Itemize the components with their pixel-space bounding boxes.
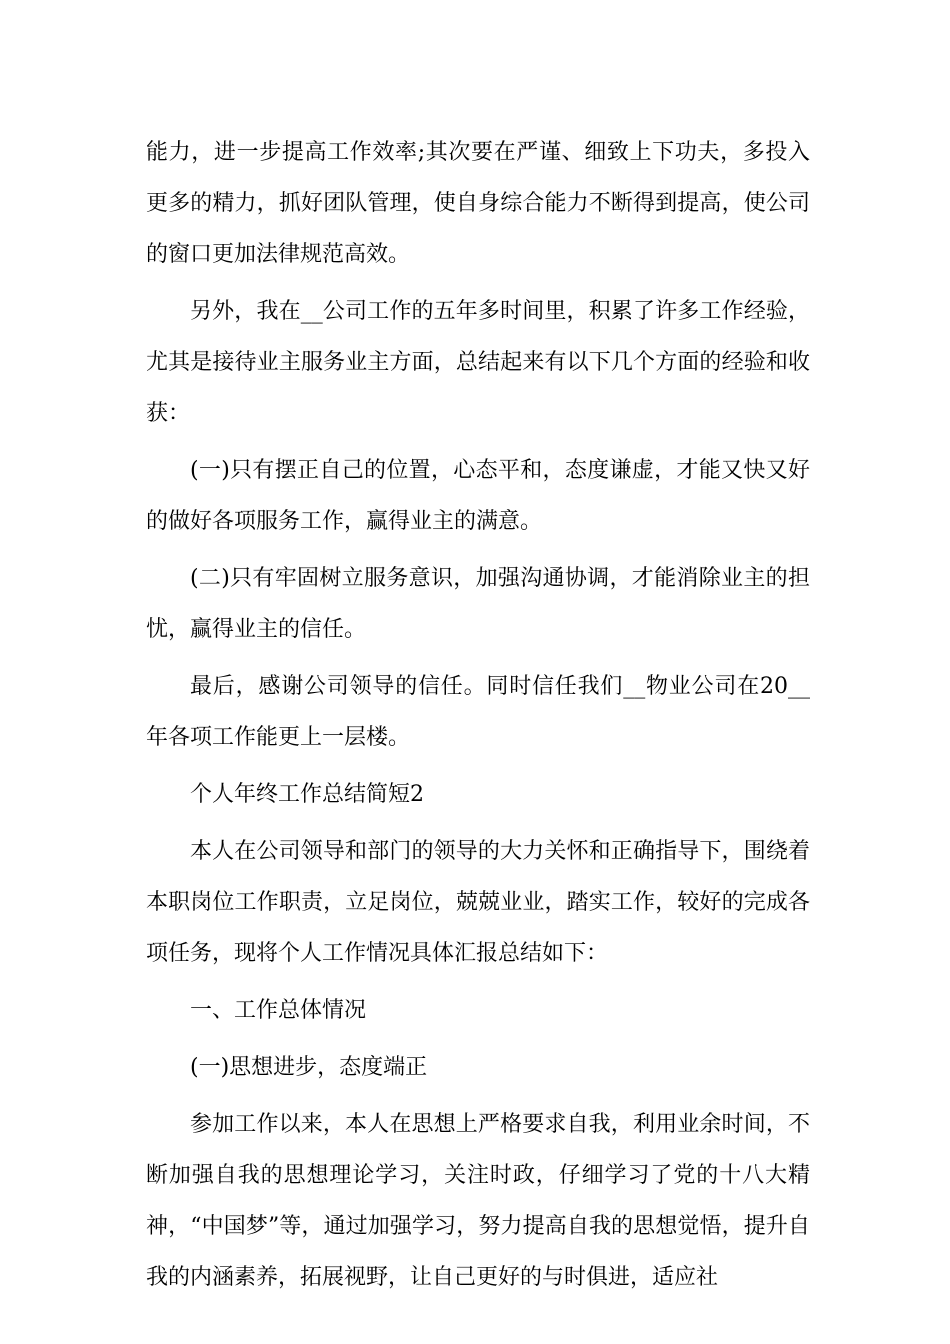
paragraph: (二)只有牢固树立服务意识，加强沟通协调，才能消除业主的担忧，赢得业主的信任。 bbox=[146, 566, 810, 642]
document-body bbox=[146, 127, 810, 1309]
paragraph: 本人在公司领导和部门的领导的大力关怀和正确指导下，围绕着本职岗位工作职责，立足岗位，兢兢业业，踏实工作，较好的完成各项任务，现将个人工作情况具体汇报总结如下： bbox=[146, 839, 810, 966]
section-heading: 个人年终工作总结简短2 bbox=[190, 782, 424, 807]
paragraph: (一)只有摆正自己的位置，心态平和，态度谦虚，才能又快又好的做好各项服务工作，赢得业主的满意。 bbox=[146, 458, 810, 534]
section-heading: 一、工作总体情况 bbox=[190, 998, 367, 1023]
subsection-heading: (一)思想进步，态度端正 bbox=[190, 1055, 428, 1080]
paragraph: 最后，感谢公司领导的信任。同时信任我们__物业公司在20__年各项工作能更上一层楼。 bbox=[146, 674, 810, 750]
paragraph: 能力，进一步提高工作效率;其次要在严谨、细致上下功夫，多投入更多的精力，抓好团队管理，使自身综合能力不断得到提高，使公司的窗口更加法律规范高效。 bbox=[146, 140, 810, 267]
paragraph: 参加工作以来，本人在思想上严格要求自我，利用业余时间，不断加强自我的思想理论学习，关注时政，仔细学习了党的十八大精神，“中国梦”等，通过加强学习，努力提高自我的思想觉悟，提升自我的内涵素养，拓展视野，让自己更好的与时俱进，适应社 bbox=[146, 1112, 810, 1290]
paragraph: 另外，我在__公司工作的五年多时间里，积累了许多工作经验，尤其是接待业主服务业主方面，总结起来有以下几个方面的经验和收获： bbox=[146, 299, 810, 426]
